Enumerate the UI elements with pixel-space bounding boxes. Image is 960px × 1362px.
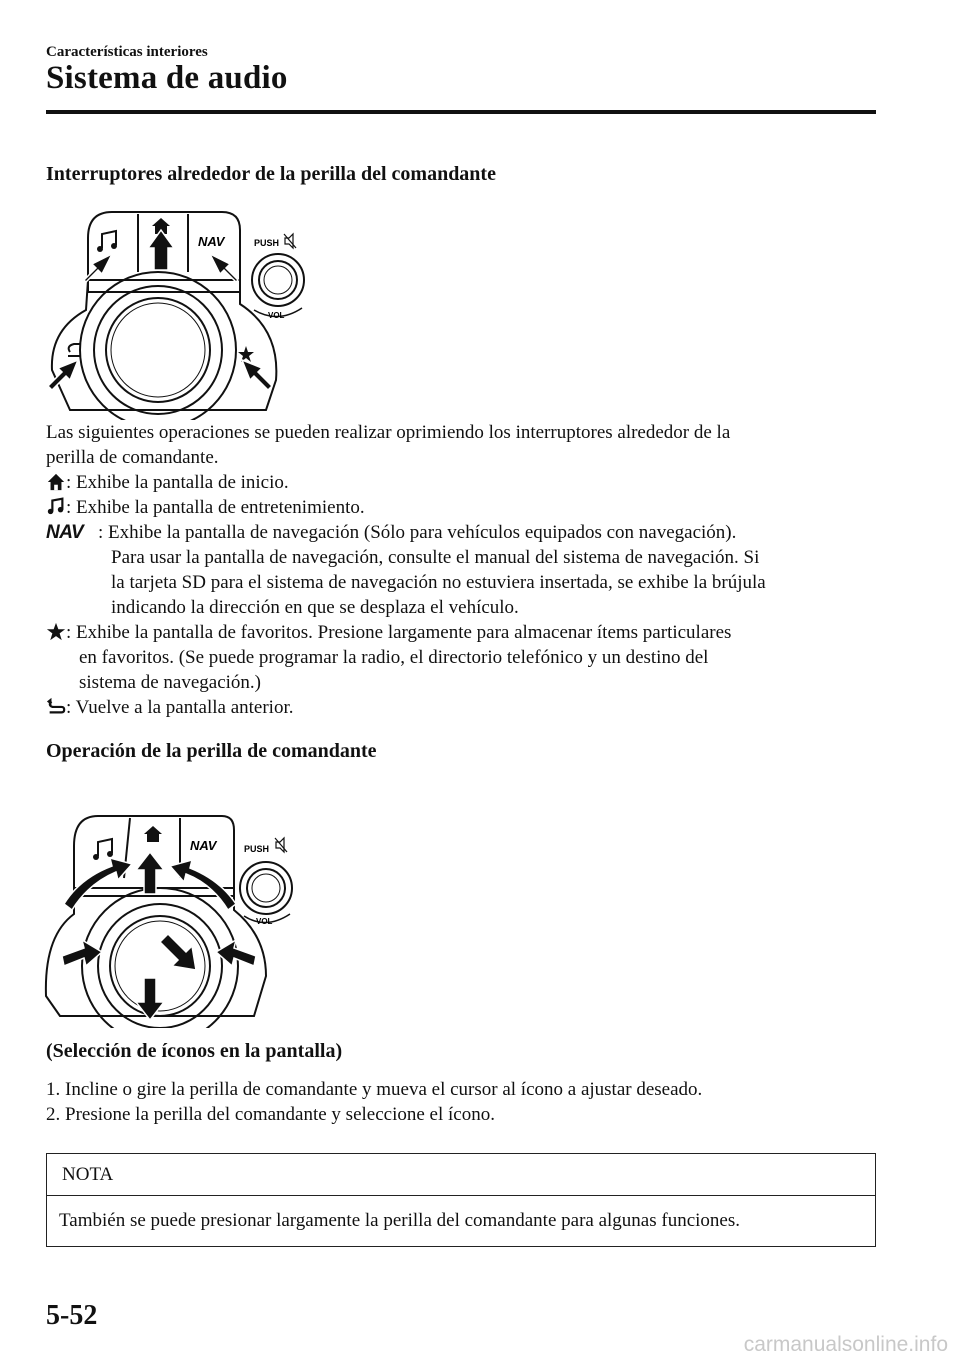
- figure-vol-label: VOL: [268, 311, 285, 320]
- figure-push-label: PUSH: [254, 238, 280, 248]
- step-item: 2. Presione la perilla del comandante y seleccione el ícono.: [46, 1104, 495, 1125]
- section-heading-switches: Interruptores alrededor de la perilla del comandante: [46, 163, 496, 185]
- list-item-back: : Vuelve a la pantalla anterior.: [46, 695, 293, 720]
- home-icon: [46, 471, 66, 493]
- page-title: Sistema de audio: [46, 60, 288, 96]
- note-box: [46, 1153, 876, 1247]
- steps-list: [46, 1077, 702, 1127]
- arrow-home: [148, 230, 174, 270]
- nav-icon: NAV: [46, 522, 84, 543]
- step-item: 1. Incline o gire la perilla de comandante y mueva el cursor al ícono a ajustar deseado.: [46, 1079, 703, 1100]
- subheading-icon-selection: (Selección de íconos en la pantalla): [46, 1040, 343, 1062]
- mute-icon: [275, 838, 287, 852]
- arrow-favorites: [242, 360, 272, 390]
- section-label: Características interiores: [46, 44, 208, 60]
- note-text: También se puede presionar largamente la perilla del comandante para algunas funciones.: [59, 1210, 740, 1231]
- page-number: 5-52: [46, 1300, 98, 1331]
- commander-switches-figure: [40, 200, 330, 420]
- commander-knob: [106, 298, 210, 402]
- commander-body: [52, 280, 276, 410]
- intro-paragraph: Las siguientes operaciones se pueden realizar oprimiendo los interruptores alrededor de la perilla de comandante.: [46, 422, 731, 468]
- list-item-music: : Exhibe la pantalla de entretenimiento.: [46, 495, 365, 520]
- figure-push-label: PUSH: [244, 844, 270, 854]
- mute-icon: [284, 234, 296, 248]
- watermark: carmanualsonline.info: [743, 1333, 948, 1356]
- arrow-rotate-right: [170, 860, 236, 910]
- arrow-nav: [210, 254, 238, 282]
- arrow-tilt-diagonal: [160, 934, 196, 970]
- figure-nav-label: NAV: [190, 838, 217, 853]
- list-item-favorites: : Exhibe la pantalla de favoritos. Presione largamente para almacenar ítems particulares en favoritos. (Se puede programar la radio, el directorio telefónico y un destino del sistema de navegación.): [46, 620, 731, 695]
- commander-operation-figure: [40, 806, 310, 1028]
- section-heading-operation: Operación de la perilla de comandante: [46, 740, 377, 762]
- note-title: NOTA: [47, 1154, 875, 1196]
- star-icon: [46, 621, 66, 643]
- title-divider: [46, 110, 876, 114]
- figure-nav-label: NAV: [198, 234, 225, 249]
- list-item-nav: NAV : Exhibe la pantalla de navegación (Sólo para vehículos equipados con navegación). Para usar la pantalla de navegación, consulte el manual del sistema de navegación. Si la tarjeta SD para el sistema de navegación no estuviera insertada, se exhibe la brújula indicando la dirección en que se desplaza el vehículo.: [46, 522, 766, 618]
- figure-vol-label: VOL: [256, 917, 273, 926]
- arrow-tilt-down: [136, 978, 164, 1020]
- music-icon: [46, 495, 66, 517]
- list-item-home: : Exhibe la pantalla de inicio.: [46, 470, 289, 495]
- back-icon: [46, 695, 66, 717]
